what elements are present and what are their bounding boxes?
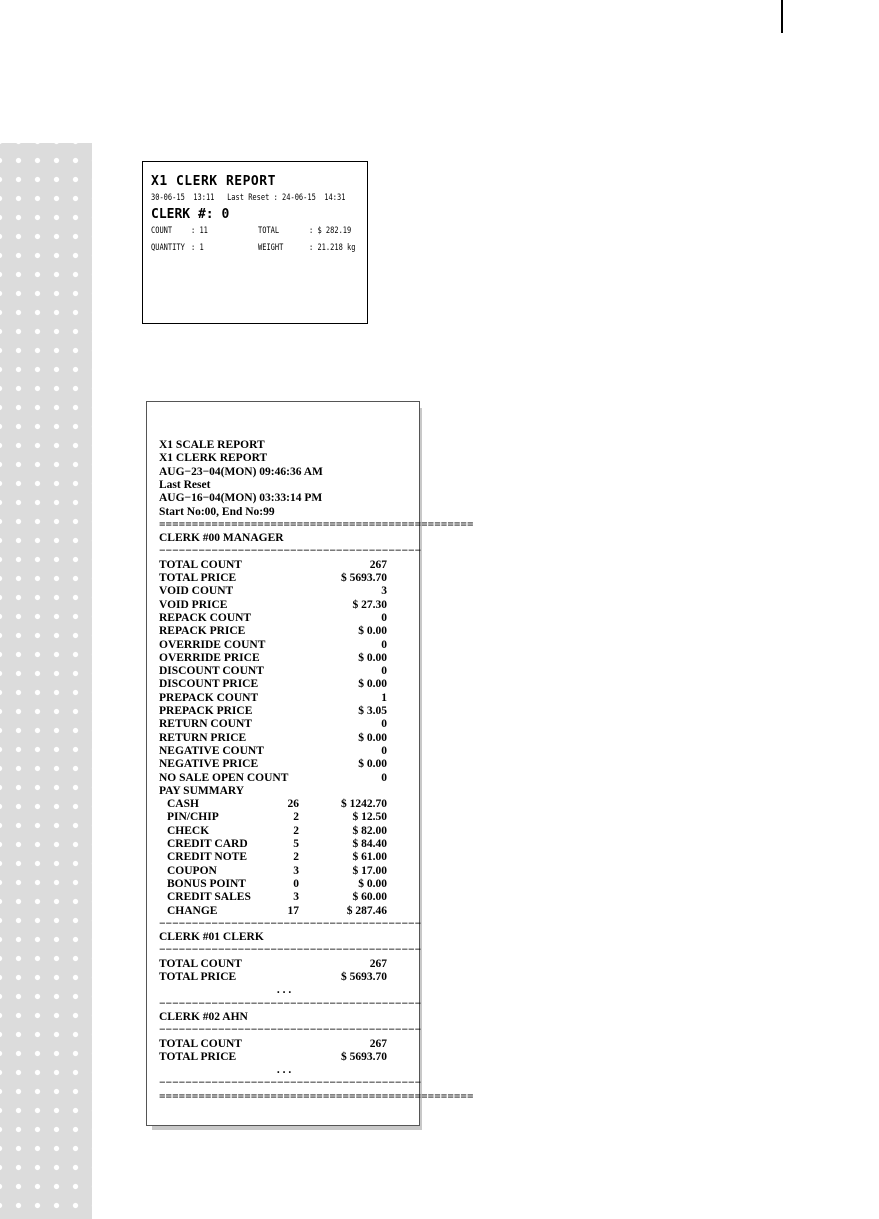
clerk-value: 0: [221, 207, 230, 222]
receipt-line: [159, 957, 409, 971]
count-label: COUNT: [151, 226, 173, 236]
line-label: Last Reset: [159, 478, 211, 491]
receipt-line: [159, 970, 409, 984]
line-count: 3: [293, 864, 299, 877]
line-count: 2: [293, 851, 299, 864]
line-value: $ 84.40: [352, 838, 387, 850]
weight-value: : 21.218 kg: [309, 243, 356, 253]
header-rule: [781, 0, 783, 33]
line-label: CLERK #01 CLERK: [159, 931, 264, 944]
dotted-sidebar: [0, 143, 92, 1219]
line-label: BONUS POINT: [167, 877, 246, 890]
total-value: : $ 282.19: [309, 226, 352, 236]
small-receipt-title: X1 CLERK REPORT: [151, 174, 276, 189]
line-label: X1 CLERK REPORT: [159, 452, 268, 465]
line-value: $ 0.00: [358, 678, 387, 691]
line-value: 0: [381, 718, 387, 731]
separator-line: −−−−−−−−−−−−−−−−−−−−−−−−−−−−−−−−−−−−−−−−: [159, 917, 422, 930]
line-count: 2: [293, 824, 299, 837]
receipt-line: [159, 904, 409, 918]
line-label: OVERRIDE PRICE: [159, 651, 260, 664]
line-value: $ 5693.70: [341, 971, 387, 983]
receipt-line: [159, 864, 409, 878]
receipt-line: [159, 598, 409, 612]
scale-report-receipt: [146, 401, 474, 1126]
receipt-line: [159, 651, 409, 665]
line-label: TOTAL PRICE: [159, 1050, 237, 1063]
line-label: CHANGE: [167, 904, 218, 917]
line-count: 5: [293, 838, 299, 850]
receipt-line: [159, 451, 409, 465]
line-label: PIN/CHIP: [167, 811, 219, 824]
receipt-line: [159, 558, 409, 572]
line-value: 0: [381, 744, 387, 757]
separator-line: −−−−−−−−−−−−−−−−−−−−−−−−−−−−−−−−−−−−−−−−: [159, 1024, 422, 1037]
line-label: RETURN COUNT: [159, 718, 252, 731]
receipt-line: [159, 771, 409, 785]
receipt-line: [159, 1050, 409, 1064]
count-value: : 11: [191, 226, 208, 236]
receipt-line: [159, 784, 409, 798]
line-label: TOTAL COUNT: [159, 558, 242, 571]
ellipsis-line: . . .: [276, 1064, 292, 1077]
line-count: 26: [287, 798, 299, 811]
receipt-line: [159, 744, 409, 758]
receipt-line: [159, 1010, 409, 1024]
receipt-line: [159, 810, 409, 824]
line-value: $ 61.00: [352, 851, 387, 864]
line-label: DISCOUNT COUNT: [159, 665, 264, 678]
line-label: DISCOUNT PRICE: [159, 678, 259, 691]
line-label: OVERRIDE COUNT: [159, 638, 266, 651]
line-count: 2: [293, 811, 299, 824]
line-value: 3: [381, 585, 387, 598]
separator-line: −−−−−−−−−−−−−−−−−−−−−−−−−−−−−−−−−−−−−−−−: [159, 997, 422, 1010]
line-label: REPACK PRICE: [159, 625, 246, 638]
receipt-line: [159, 478, 409, 492]
line-value: $ 5693.70: [341, 572, 387, 584]
line-value: $ 27.30: [352, 598, 387, 611]
receipt-line: [159, 797, 409, 811]
line-label: NEGATIVE COUNT: [159, 744, 264, 757]
line-label: PREPACK COUNT: [159, 691, 259, 704]
line-value: $ 17.00: [352, 864, 387, 877]
line-value: 267: [369, 558, 387, 571]
separator-line: ================================================: [159, 518, 474, 531]
receipt-line: [159, 571, 409, 585]
line-label: CHECK: [167, 824, 210, 837]
receipt-line: [159, 531, 409, 545]
receipt-line: [159, 491, 409, 505]
line-value: $ 3.05: [358, 705, 387, 717]
line-value: 267: [369, 1037, 387, 1050]
weight-label: WEIGHT: [258, 243, 284, 253]
line-count: 0: [293, 877, 299, 890]
receipt-line: [159, 824, 409, 838]
total-label: TOTAL: [258, 226, 280, 236]
receipt-line: [159, 877, 409, 891]
line-value: $ 60.00: [352, 891, 387, 904]
receipt-line: [159, 850, 409, 864]
line-value: $ 0.00: [358, 731, 387, 744]
line-value: $ 12.50: [352, 811, 387, 824]
receipt-line: [159, 731, 409, 745]
line-label: CLERK #00 MANAGER: [159, 532, 284, 545]
quantity-label: QUANTITY: [151, 243, 185, 253]
line-count: 3: [293, 891, 299, 904]
receipt-line: [159, 638, 409, 652]
line-label: CREDIT NOTE: [167, 851, 247, 864]
line-value: 267: [369, 957, 387, 970]
receipt-line: [159, 505, 409, 519]
line-label: VOID COUNT: [159, 585, 234, 598]
line-label: CASH: [167, 798, 199, 811]
line-value: 0: [381, 611, 387, 624]
line-label: PAY SUMMARY: [159, 784, 245, 797]
receipt-line: [159, 930, 409, 944]
receipt-line: [159, 611, 409, 625]
line-value: $ 0.00: [358, 877, 387, 890]
small-receipt-clerk: [151, 207, 229, 222]
receipt-line: [159, 584, 409, 598]
small-receipt-datetime: 30-06-15 13:11 Last Reset : 24-06-15 14:31: [151, 193, 346, 203]
line-label: X1 SCALE REPORT: [159, 439, 265, 451]
line-label: TOTAL COUNT: [159, 957, 242, 970]
line-value: $ 1242.70: [341, 798, 387, 811]
line-label: NO SALE OPEN COUNT: [159, 771, 289, 784]
line-label: PREPACK PRICE: [159, 705, 253, 717]
line-value: 1: [381, 691, 387, 704]
line-value: 0: [381, 771, 387, 784]
line-label: AUG−23−04(MON) 09:46:36 AM: [159, 465, 323, 478]
receipt-line: [159, 624, 409, 638]
line-label: REPACK COUNT: [159, 611, 252, 624]
quantity-value: : 1: [191, 243, 204, 253]
receipt-line: [159, 890, 409, 904]
receipt-line: [159, 837, 409, 851]
receipt-line: [159, 1037, 409, 1051]
line-value: $ 0.00: [358, 625, 387, 638]
separator-line: −−−−−−−−−−−−−−−−−−−−−−−−−−−−−−−−−−−−−−−−: [159, 545, 422, 558]
line-value: 0: [381, 638, 387, 651]
line-label: CREDIT SALES: [167, 891, 251, 904]
line-label: TOTAL PRICE: [159, 971, 237, 983]
line-count: 17: [287, 904, 299, 917]
line-label: CLERK #02 AHN: [159, 1010, 248, 1023]
separator-line: −−−−−−−−−−−−−−−−−−−−−−−−−−−−−−−−−−−−−−−−: [159, 944, 422, 957]
receipt-line: [159, 691, 409, 705]
clerk-label: CLERK #:: [151, 207, 214, 222]
line-label: CREDIT CARD: [167, 838, 248, 850]
line-label: RETURN PRICE: [159, 731, 247, 744]
line-label: TOTAL COUNT: [159, 1037, 242, 1050]
line-value: $ 0.00: [358, 651, 387, 664]
line-label: AUG−16−04(MON) 03:33:14 PM: [159, 492, 323, 505]
line-label: NEGATIVE PRICE: [159, 758, 259, 771]
receipt-line: [159, 704, 409, 718]
line-value: $ 287.46: [346, 904, 387, 917]
line-value: $ 82.00: [352, 824, 387, 837]
ellipsis-line: . . .: [276, 984, 292, 997]
line-label: COUPON: [167, 864, 217, 877]
receipt-line: [159, 677, 409, 691]
line-value: $ 0.00: [358, 758, 387, 771]
line-value: 0: [381, 665, 387, 678]
receipt-line: [159, 717, 409, 731]
receipt-line: [159, 438, 409, 452]
line-value: $ 5693.70: [341, 1050, 387, 1063]
line-label: Start No:00, End No:99: [159, 505, 275, 518]
separator-line: −−−−−−−−−−−−−−−−−−−−−−−−−−−−−−−−−−−−−−−−: [159, 1077, 422, 1090]
line-label: VOID PRICE: [159, 598, 228, 611]
line-label: TOTAL PRICE: [159, 572, 237, 584]
receipt-line: [159, 757, 409, 771]
clerk-report-receipt-small: [142, 161, 368, 324]
receipt-line: [159, 465, 409, 479]
separator-line: ================================================: [159, 1090, 474, 1103]
receipt-line: [159, 664, 409, 678]
